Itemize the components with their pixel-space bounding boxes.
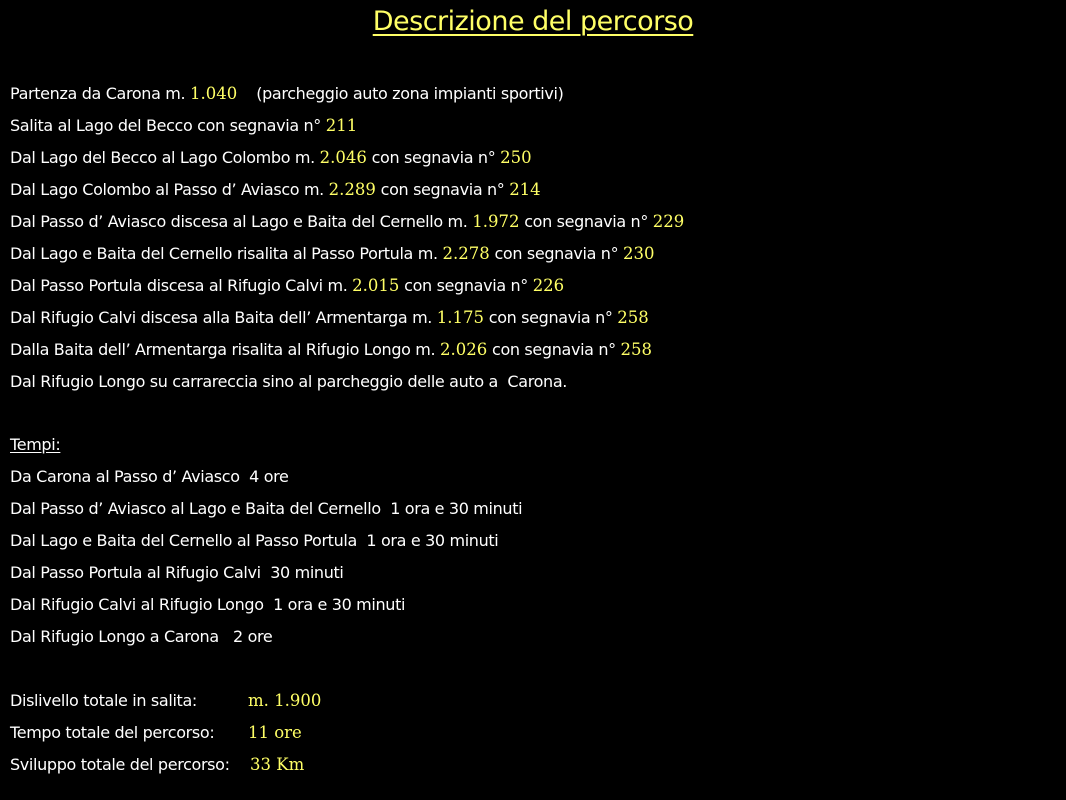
altitude-value: 2.278 [442,244,490,263]
trail-number: 250 [500,148,532,167]
times-heading: Tempi: [10,435,61,454]
time-line-6: Dal Rifugio Longo a Carona 2 ore [10,627,273,646]
route-text: con segnavia n° [489,244,623,263]
route-text: Dal Lago Colombo al Passo d’ Aviasco m. [10,180,329,199]
total-distance-label: Sviluppo totale del percorso: [10,755,230,774]
route-text: Dal Rifugio Calvi discesa alla Baita dell’ Armentarga m. [10,308,437,327]
route-line-4 [10,180,541,200]
route-line-6 [10,244,654,264]
trail-number: 258 [620,340,653,359]
time-line-4: Dal Passo Portula al Rifugio Calvi 30 minuti [10,563,344,582]
time-line-3: Dal Lago e Baita del Cernello al Passo Portula 1 ora e 30 minuti [10,531,499,550]
time-line-2: Dal Passo d’ Aviasco al Lago e Baita del Cernello 1 ora e 30 minuti [10,499,523,518]
time-line-5: Dal Rifugio Calvi al Rifugio Longo 1 ora e 30 minuti [10,595,406,614]
route-text: con segnavia n° [375,180,510,199]
route-line-9 [10,340,652,360]
route-text: con segnavia n° [366,148,501,167]
route-text: Dal Passo d’ Aviasco discesa al Lago e Baita del Cernello m. [10,212,473,231]
altitude-value: 2.046 [319,148,367,167]
altitude-value: 2.289 [328,180,376,199]
page-title: Descrizione del percorso [372,6,694,37]
route-text: con segnavia n° [519,212,653,231]
total-elevation-value: m. 1.900 [248,691,322,710]
route-text: Dal Lago e Baita del Cernello risalita al Passo Portula m. [10,244,443,263]
trail-number: 229 [652,212,685,231]
altitude-value: 1.040 [190,84,238,103]
time-line-1: Da Carona al Passo d’ Aviasco 4 ore [10,467,289,486]
route-text: con segnavia n° [399,276,533,295]
route-text: Salita al Lago del Becco con segnavia n° [10,116,326,135]
route-note: (parcheggio auto zona impianti sportivi) [237,84,564,103]
altitude-value: 2.015 [352,276,400,295]
total-time-value: 11 ore [248,723,302,742]
total-distance-value: 33 Km [250,755,305,774]
route-line-8 [10,308,649,328]
route-text: con segnavia n° [484,308,618,327]
total-elevation-label: Dislivello totale in salita: [10,691,197,710]
route-line-2 [10,116,357,136]
route-line-7 [10,276,564,296]
route-text: Dal Rifugio Longo su carrareccia sino al parcheggio delle auto a Carona. [10,372,568,391]
route-line-5 [10,212,684,232]
route-text: Dalla Baita dell’ Armentarga risalita al Rifugio Longo m. [10,340,441,359]
route-text: Partenza da Carona m. [10,84,190,103]
route-text: con segnavia n° [487,340,621,359]
trail-number: 258 [617,308,649,327]
trail-number: 226 [532,276,565,295]
trail-number: 230 [622,244,655,263]
route-line-10 [10,372,567,392]
route-text: Dal Passo Portula discesa al Rifugio Calvi m. [10,276,353,295]
route-line-1 [10,84,563,104]
altitude-value: 1.175 [436,308,485,327]
trail-number: 211 [325,116,358,135]
altitude-value: 2.026 [440,340,488,359]
route-line-3 [10,148,532,168]
route-text: Dal Lago del Becco al Lago Colombo m. [10,148,320,167]
altitude-value: 1.972 [472,212,520,231]
trail-number: 214 [509,180,541,199]
total-time-label: Tempo totale del percorso: [10,723,215,742]
